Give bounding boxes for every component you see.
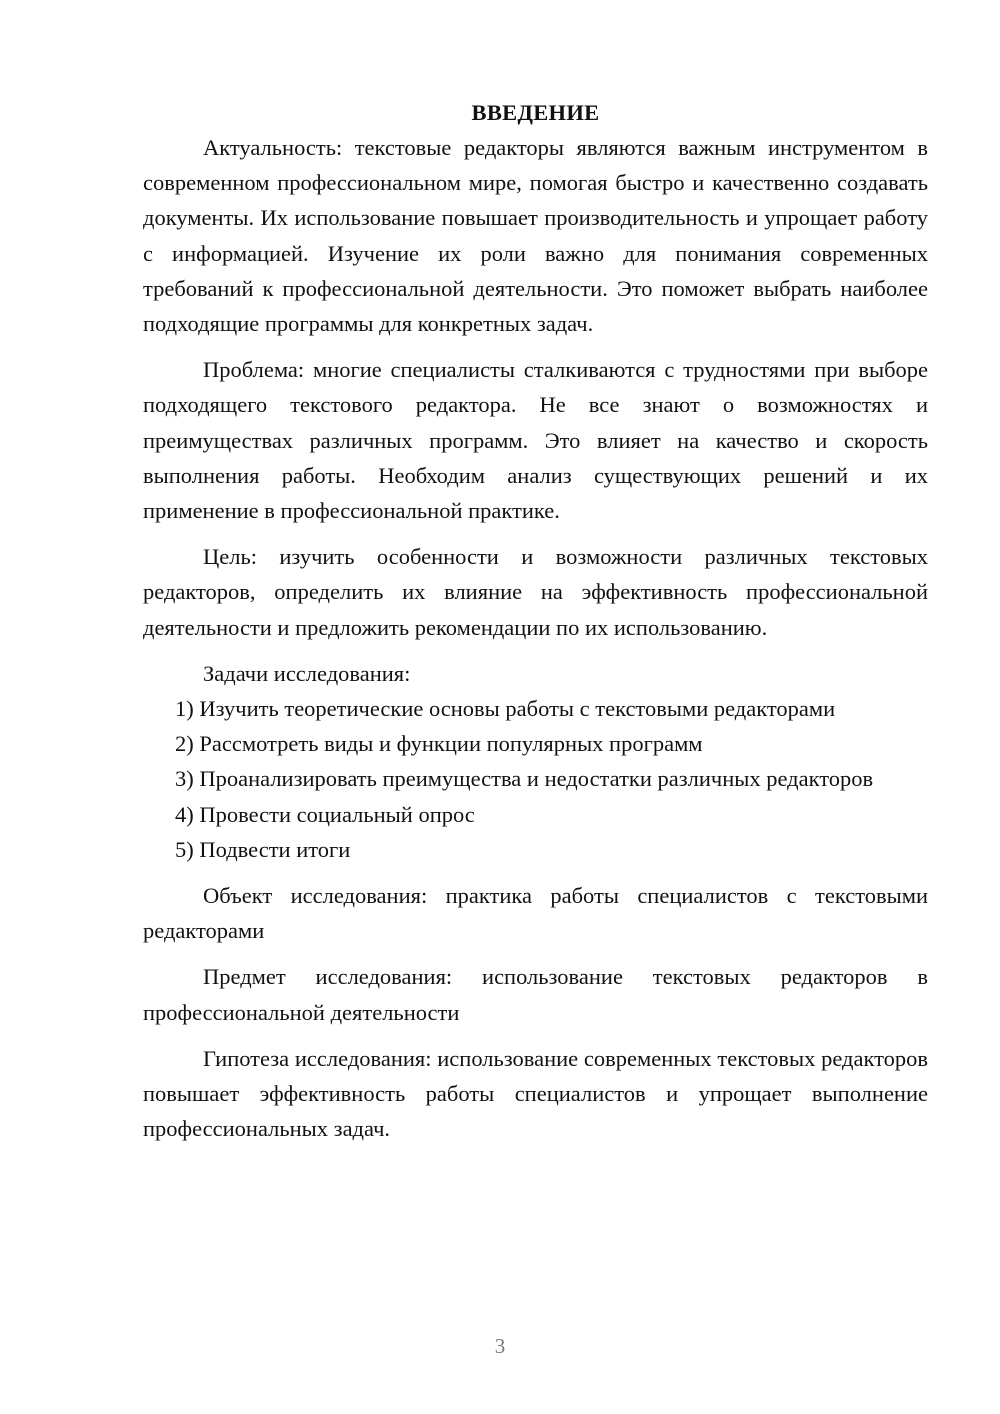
task-item-3: 3) Проанализировать преимущества и недостатки различных редакторов xyxy=(175,766,874,792)
page-title: ВВЕДЕНИЕ xyxy=(471,100,600,125)
task-item-5: 5) Подвести итоги xyxy=(175,836,351,862)
paragraph-tasks-heading: Задачи исследования: xyxy=(203,660,411,686)
page-number: 3 xyxy=(494,1334,506,1358)
paragraph-relevance: Актуальность: текстовые редакторы являются важным инструментом в современном профессиональном мире, помогая быстро и качественно создавать документы. Их использование повышает производительность и упрощает работу с информацией. Изучение их роли важно для понимания современных требований к профессиональной деятельности. Это поможет выбрать наиболее подходящие программы для конкретных задач. xyxy=(143,135,928,337)
task-item-4: 4) Провести социальный опрос xyxy=(175,801,475,827)
task-item-1: 1) Изучить теоретические основы работы с текстовыми редакторами xyxy=(175,696,836,722)
paragraph-goal: Цель: изучить особенности и возможности различных текстовых редакторов, определить их влияние на эффективность профессиональной деятельности и предложить рекомендации по их использованию. xyxy=(143,544,928,640)
paragraph-subject: Предмет исследования: использование текстовых редакторов в профессиональной деятельности xyxy=(143,964,928,1025)
page-content xyxy=(143,95,928,1146)
paragraph-object: Объект исследования: практика работы специалистов с текстовыми редакторами xyxy=(143,883,928,944)
paragraph-hypothesis: Гипотеза исследования: использование современных текстовых редакторов повышает эффективность работы специалистов и упрощает выполнение профессиональных задач. xyxy=(143,1045,928,1142)
task-item-2: 2) Рассмотреть виды и функции популярных программ xyxy=(175,731,703,757)
paragraph-problem: Проблема: многие специалисты сталкиваются с трудностями при выборе подходящего текстового редактора. Не все знают о возможностях и преимуществах различных программ. Это влияет на качество и скорость выполнения работы. Необходим анализ существующих решений и их применение в профессиональной практике. xyxy=(143,357,928,524)
